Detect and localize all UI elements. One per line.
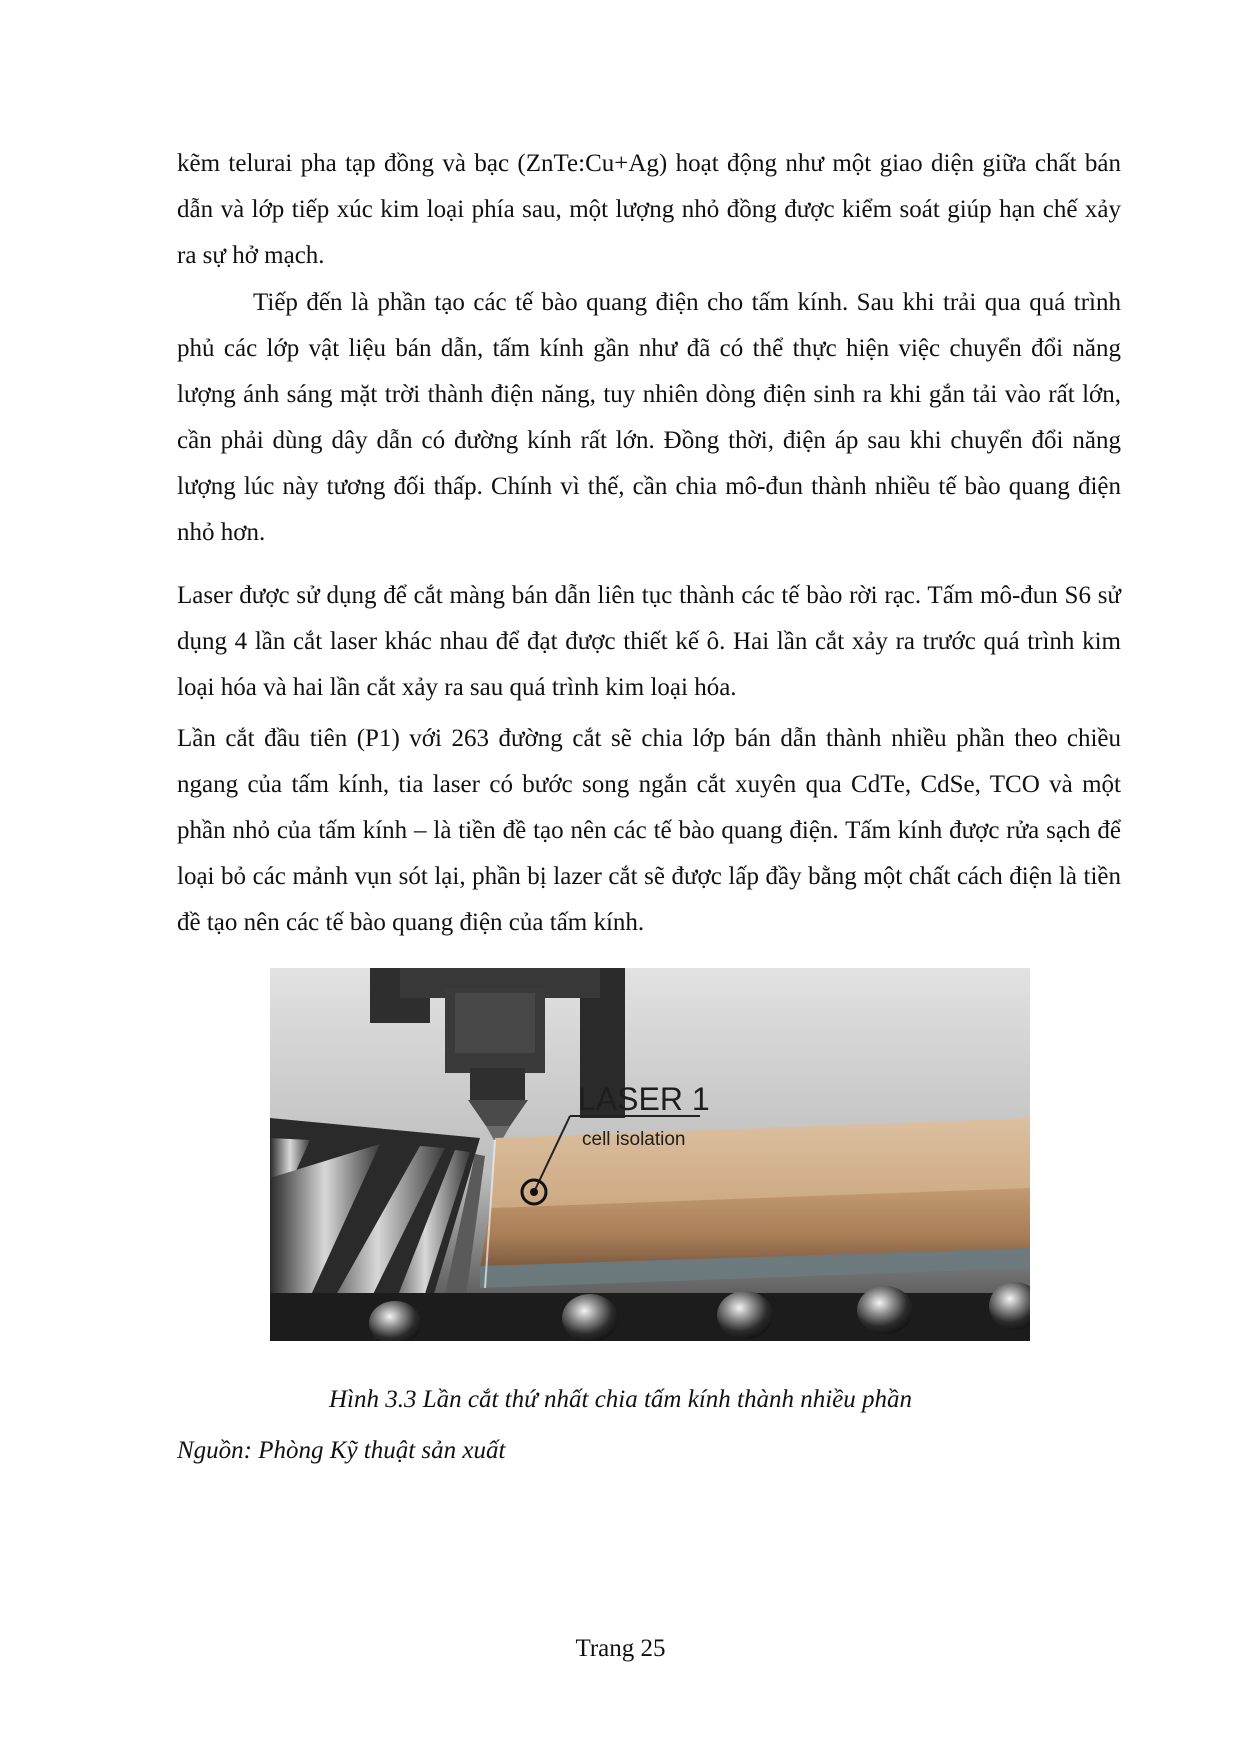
- figure-source: Nguồn: Phòng Kỹ thuật sản xuất: [177, 1437, 506, 1464]
- laser-cutting-figure: [270, 968, 1030, 1341]
- laser-label-subtitle: cell isolation: [582, 1129, 686, 1150]
- figure-caption: Hình 3.3 Lần cắt thứ nhất chia tấm kính thành nhiều phần: [328, 1386, 913, 1413]
- laser-machine-illustration: [270, 968, 1030, 1341]
- paragraph-4: Lần cắt đầu tiên (P1) với 263 đường cắt sẽ chia lớp bán dẫn thành nhiều phần theo chiều ngang của tấm kính, tia laser có bước song ngắn cắt xuyên qua CdTe, CdSe, TCO và một phần nhỏ của tấm kính – là tiền đề tạo nên các tế bào quang điện. Tấm kính được rửa sạch để loại bỏ các mảnh vụn sót lại, phần bị lazer cắt sẽ được lấp đầy bằng một chất cách điện là tiền đề tạo nên các tế bào quang điện của tấm kính.: [177, 725, 1121, 936]
- paragraph-2: Tiếp đến là phần tạo các tế bào quang điện cho tấm kính. Sau khi trải qua quá trình phủ các lớp vật liệu bán dẫn, tấm kính gần như đã có thể thực hiện việc chuyển đổi năng lượng ánh sáng mặt trời thành điện năng, tuy nhiên dòng điện sinh ra khi gắn tải vào rất lớn, cần phải dùng dây dẫn có đường kính rất lớn. Đồng thời, điện áp sau khi chuyển đổi năng lượng lúc này tương đối thấp. Chính vì thế, cần chia mô-đun thành nhiều tế bào quang điện nhỏ hơn.: [177, 289, 1121, 546]
- page-number: Trang 25: [575, 1635, 666, 1662]
- paragraph-1: kẽm telurai pha tạp đồng và bạc (ZnTe:Cu+Ag) hoạt động như một giao diện giữa chất bán dẫn và lớp tiếp xúc kim loại phía sau, một lượng nhỏ đồng được kiểm soát giúp hạn chế xảy ra sự hở mạch.: [177, 150, 1121, 269]
- paragraph-3: Laser được sử dụng để cắt màng bán dẫn liên tục thành các tế bào rời rạc. Tấm mô-đun S6 sử dụng 4 lần cắt laser khác nhau để đạt được thiết kế ô. Hai lần cắt xảy ra trước quá trình kim loại hóa và hai lần cắt xảy ra sau quá trình kim loại hóa.: [177, 582, 1121, 701]
- laser-label-title: LASER 1: [578, 1081, 710, 1117]
